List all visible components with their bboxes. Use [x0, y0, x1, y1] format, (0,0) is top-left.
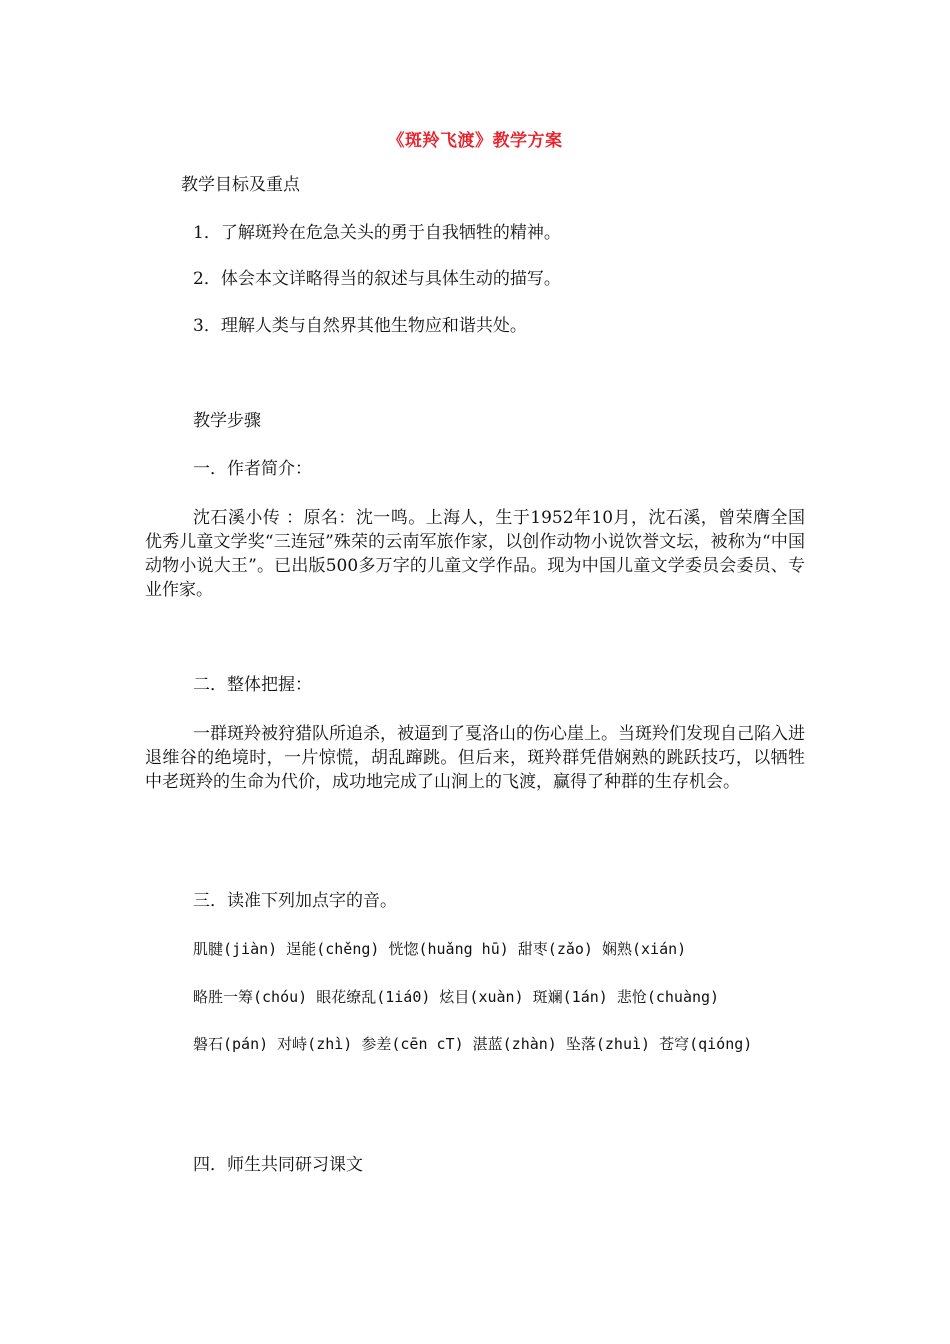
- objective-item-3: 3．理解人类与自然界其他生物应和谐共处。: [193, 316, 527, 336]
- pinyin-line-3: 磐石(pán) 对峙(zhì) 参差(cēn cT) 湛蓝(zhàn) 坠落(zhuì) 苍穹(qióng): [193, 1035, 753, 1053]
- objective-item-1: 1．了解斑羚在危急关头的勇于自我牺牲的精神。: [193, 223, 561, 243]
- page-title: 《斑羚飞渡》教学方案: [387, 131, 563, 151]
- pinyin-line-2: 略胜一筹(chóu) 眼花缭乱(1iá0) 炫目(xuàn) 斑斓(1án) 悲怆(chuàng): [193, 988, 720, 1006]
- section-1-heading: 一．作者简介：: [193, 459, 312, 479]
- objective-item-2: 2．体会本文详略得当的叙述与具体生动的描写。: [193, 269, 561, 289]
- pinyin-line-1: 肌腱(jiàn) 逞能(chěng) 恍惚(huǎng hū) 甜枣(zǎo) 娴熟(xián): [193, 940, 687, 958]
- section-3-heading: 三．读准下列加点字的音。: [193, 891, 397, 911]
- section-2-heading: 二．整体把握：: [193, 675, 312, 695]
- section-4-heading: 四．师生共同研习课文: [193, 1155, 363, 1175]
- steps-heading: 教学步骤: [193, 411, 261, 431]
- objectives-heading: 教学目标及重点: [181, 175, 300, 195]
- section-1-paragraph: 沈石溪小传 ：原名：沈一鸣。上海人，生于1952年10月，沈石溪，曾荣膺全国优秀儿童文学奖“三连冠”殊荣的云南军旅作家，以创作动物小说饮誉文坛，被称为“中国动物小说大王”。已出版500多万字的儿童文学作品。现为中国儿童文学委员会委员、专业作家。: [145, 508, 805, 600]
- section-2-paragraph: 一群斑羚被狩猎队所追杀，被逼到了戛洛山的伤心崖上。当斑羚们发现自己陷入进退维谷的绝境时，一片惊慌，胡乱蹿跳。但后来，斑羚群凭借娴熟的跳跃技巧，以牺牲中老斑羚的生命为代价，成功地完成了山涧上的飞渡，赢得了种群的生存机会。: [145, 724, 805, 792]
